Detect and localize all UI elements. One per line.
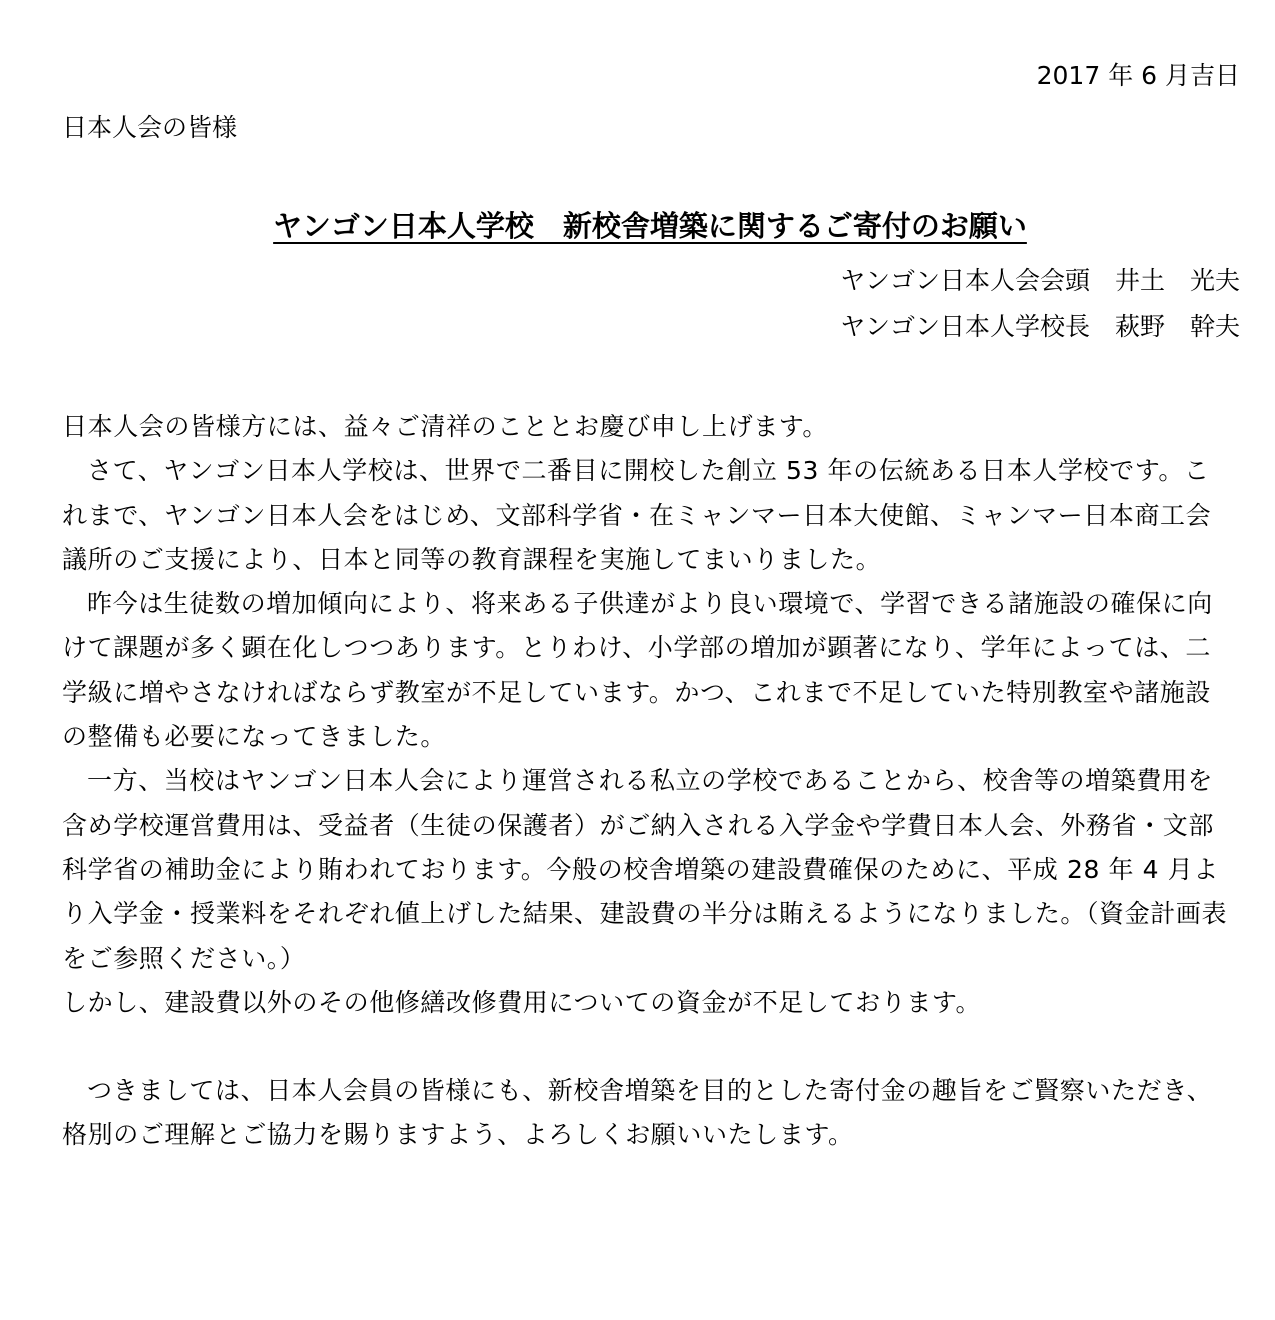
signer-block [840, 258, 1240, 350]
paragraph-request: つきましては、日本人会員の皆様にも、新校舎増築を目的とした寄付金の趣旨をご賢察いただき、格別のご理解とご協力を賜りますよう、よろしくお願いいたします。 [62, 1076, 1213, 1150]
signer-principal: ヤンゴン日本人学校長 萩野 幹夫 [840, 312, 1240, 341]
letter-title-text: ヤンゴン日本人学校 新校舎増築に関するご寄付のお願い [273, 209, 1027, 243]
recipient-line: 日本人会の皆様 [62, 113, 238, 142]
letter-body [62, 405, 1232, 1158]
signer-chairman: ヤンゴン日本人会会頭 井土 光夫 [840, 266, 1240, 295]
paragraph-spacer [62, 1025, 1232, 1069]
paragraph-shortfall: しかし、建設費以外のその他修繕改修費用についての資金が不足しております。 [62, 987, 982, 1017]
paragraph-greeting: 日本人会の皆様方には、益々ご清祥のこととお慶び申し上げます。 [62, 412, 829, 441]
paragraph-funding: 一方、当校はヤンゴン日本人会により運営される私立の学校であることから、校舎等の増築費用を含め学校運営費用は、受益者（生徒の保護者）がご納入される入学金や学費日本人会、外務省・文部科学省の補助金により賄われております。今般の校舎増築の建設費確保のために、平成 28 年 4 月より入学金・授業料をそれぞれ値上げした結果、建設費の半分は賄えるようになりました。（資金計画表をご参照ください。） [62, 766, 1228, 973]
paragraph-school-history: さて、ヤンゴン日本人学校は、世界で二番目に開校した創立 53 年の伝統ある日本人学校です。これまで、ヤンゴン日本人会をはじめ、文部科学省・在ミャンマー日本大使館、ミャンマー日本商工会議所のご支援により、日本と同等の教育課程を実施してまいりました。 [62, 456, 1212, 574]
letter-date: 2017 年 6 月吉日 [1036, 61, 1240, 90]
letter-title [0, 205, 1275, 247]
paragraph-current-issues: 昨今は生徒数の増加傾向により、将来ある子供達がより良い環境で、学習できる諸施設の確保に向けて課題が多く顕在化しつつあります。とりわけ、小学部の増加が顕著になり、学年によっては、二学級に増やさなければならず教室が不足しています。かつ、これまで不足していた特別教室や諸施設の整備も必要になってきました。 [62, 589, 1213, 752]
